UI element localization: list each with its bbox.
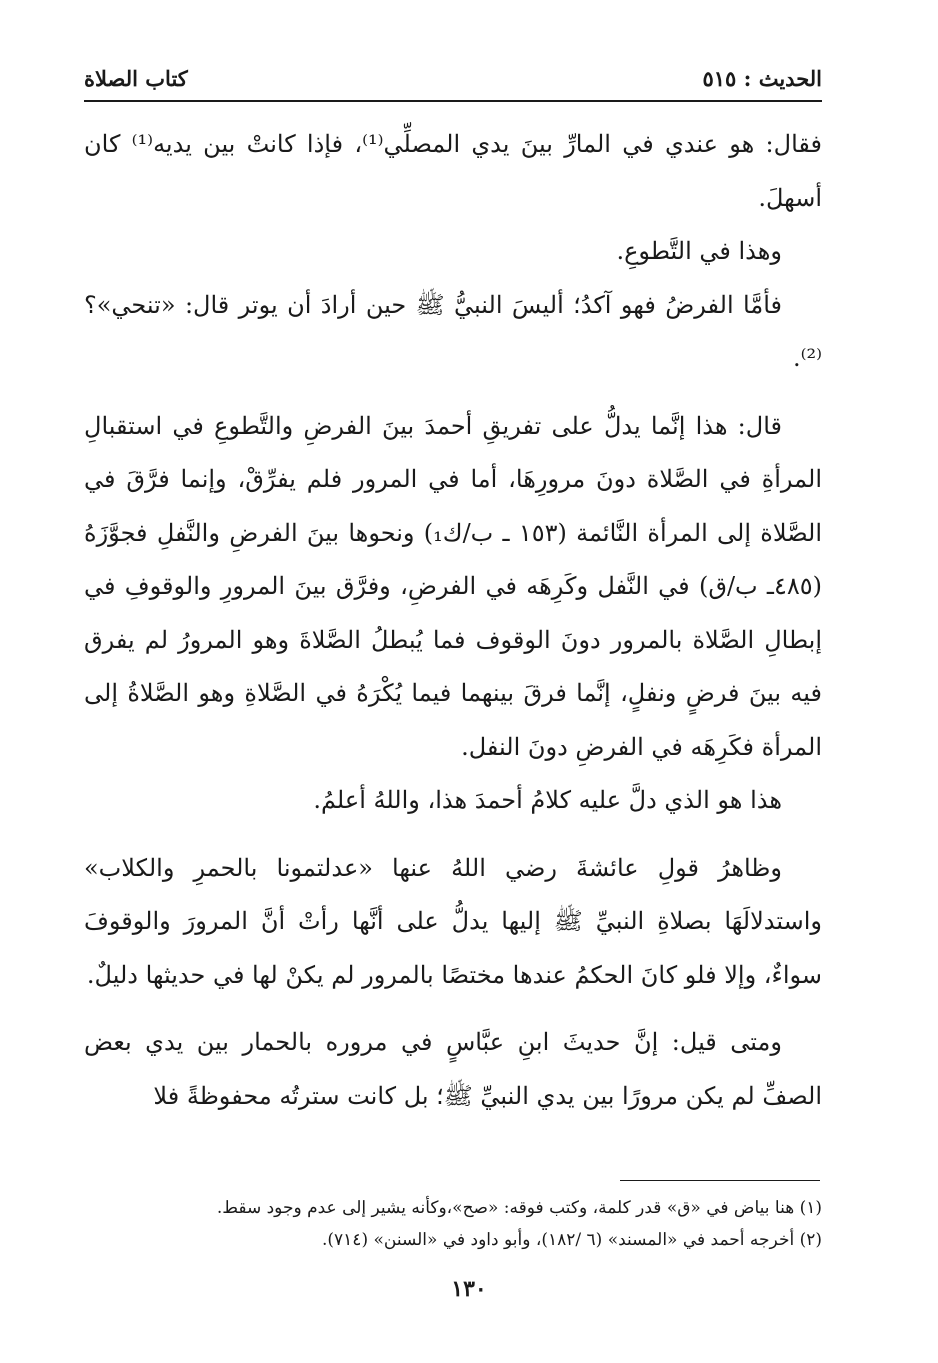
footnotes	[84, 1192, 822, 1256]
paragraph: وظاهرُ قولِ عائشةَ رضي اللهُ عنها «عدلتمونا بالحمرِ والكلاب» واستدلالَهَا بصلاةِ النبيِّ ﷺ إليها يدلُّ على أنَّها رأتْ أنَّ المرورَ والوقوفَ سواءٌ، وإلا فلو كانَ الحكمُ عندها مختصًا بالمرور لم يكنْ لها في حديثها دليلٌ.	[84, 853, 822, 989]
hadith-number-title: الحديث : ٥١٥	[702, 66, 822, 91]
paragraph: هذا هو الذي دلَّ عليه كلامُ أحمدَ هذا، واللهُ أعلمُ.	[313, 786, 782, 814]
header-divider	[84, 100, 822, 102]
footnote-divider	[620, 1180, 820, 1181]
running-header	[84, 62, 822, 98]
page-number: ١٣٠	[451, 1276, 487, 1302]
paragraph: ومتى قيل: إنَّ حديثَ ابنِ عبَّاسٍ في مروره بالحمار بين يدي بعض الصفِّ لم يكن مرورًا بين يدي النبيِّ ﷺ؛ بل كانت سترتُه محفوظةً فلا	[84, 1028, 822, 1110]
paragraph: فقال: هو عندي في المارِّ بينَ يدي المصلِّي⁽¹⁾، فإذا كانتْ بين يديه⁽¹⁾ كان أسهلَ.	[84, 130, 822, 212]
paragraph: فأمَّا الفرضُ فهو آكدُ؛ أليسَ النبيُّ ﷺ حين أرادَ أن يوتر قال: «تنحي»؟⁽²⁾.	[84, 290, 822, 372]
paragraph: قال: هذا إنَّما يدلُّ على تفريقِ أحمدَ بينَ الفرضِ والتَّطوعِ في استقبالِ المرأةِ في الصَّلاة دونَ مرورِهَا، أما في المرور فلم يفرِّقْ، وإنما فرَّقَ في الصَّلاة إلى المرأة النَّائمة (١٥٣ ـ ب/ك₁) ونحوها بينَ الفرضِ والنَّفلِ فجوَّزَهُ (٤٨٥ـ ب/ق) في النَّفل وكَرِهَه في الفرضِ، وفرَّق بينَ المرورِ والوقوفِ في إبطالِ الصَّلاة بالمرور دونَ الوقوف فما يُبطلُ الصَّلاةَ وهو المرورُ لم يفرق فيه بينَ فرضٍ ونفلٍ، إنَّما فرقَ بينهما فيما يُكْرَهُ في الصَّلاةِ وهو الصَّلاةُ إلى المرأة فكَرِهَه في الفرضِ دونَ النفل.	[84, 411, 822, 761]
book-chapter-title: كتاب الصلاة	[84, 66, 188, 91]
main-text	[84, 118, 822, 1123]
paragraph: وهذا في التَّطوعِ.	[616, 237, 782, 265]
footnote: (١) هنا بياض في «ق» قدر كلمة، وكتب فوقه: «صح»،وكأنه يشير إلى عدم وجود سقط.	[216, 1198, 822, 1218]
footnote: (٢) أخرجه أحمد في «المسند» (٦ /١٨٢)، وأبو داود في «السنن» (٧١٤).	[321, 1230, 822, 1250]
